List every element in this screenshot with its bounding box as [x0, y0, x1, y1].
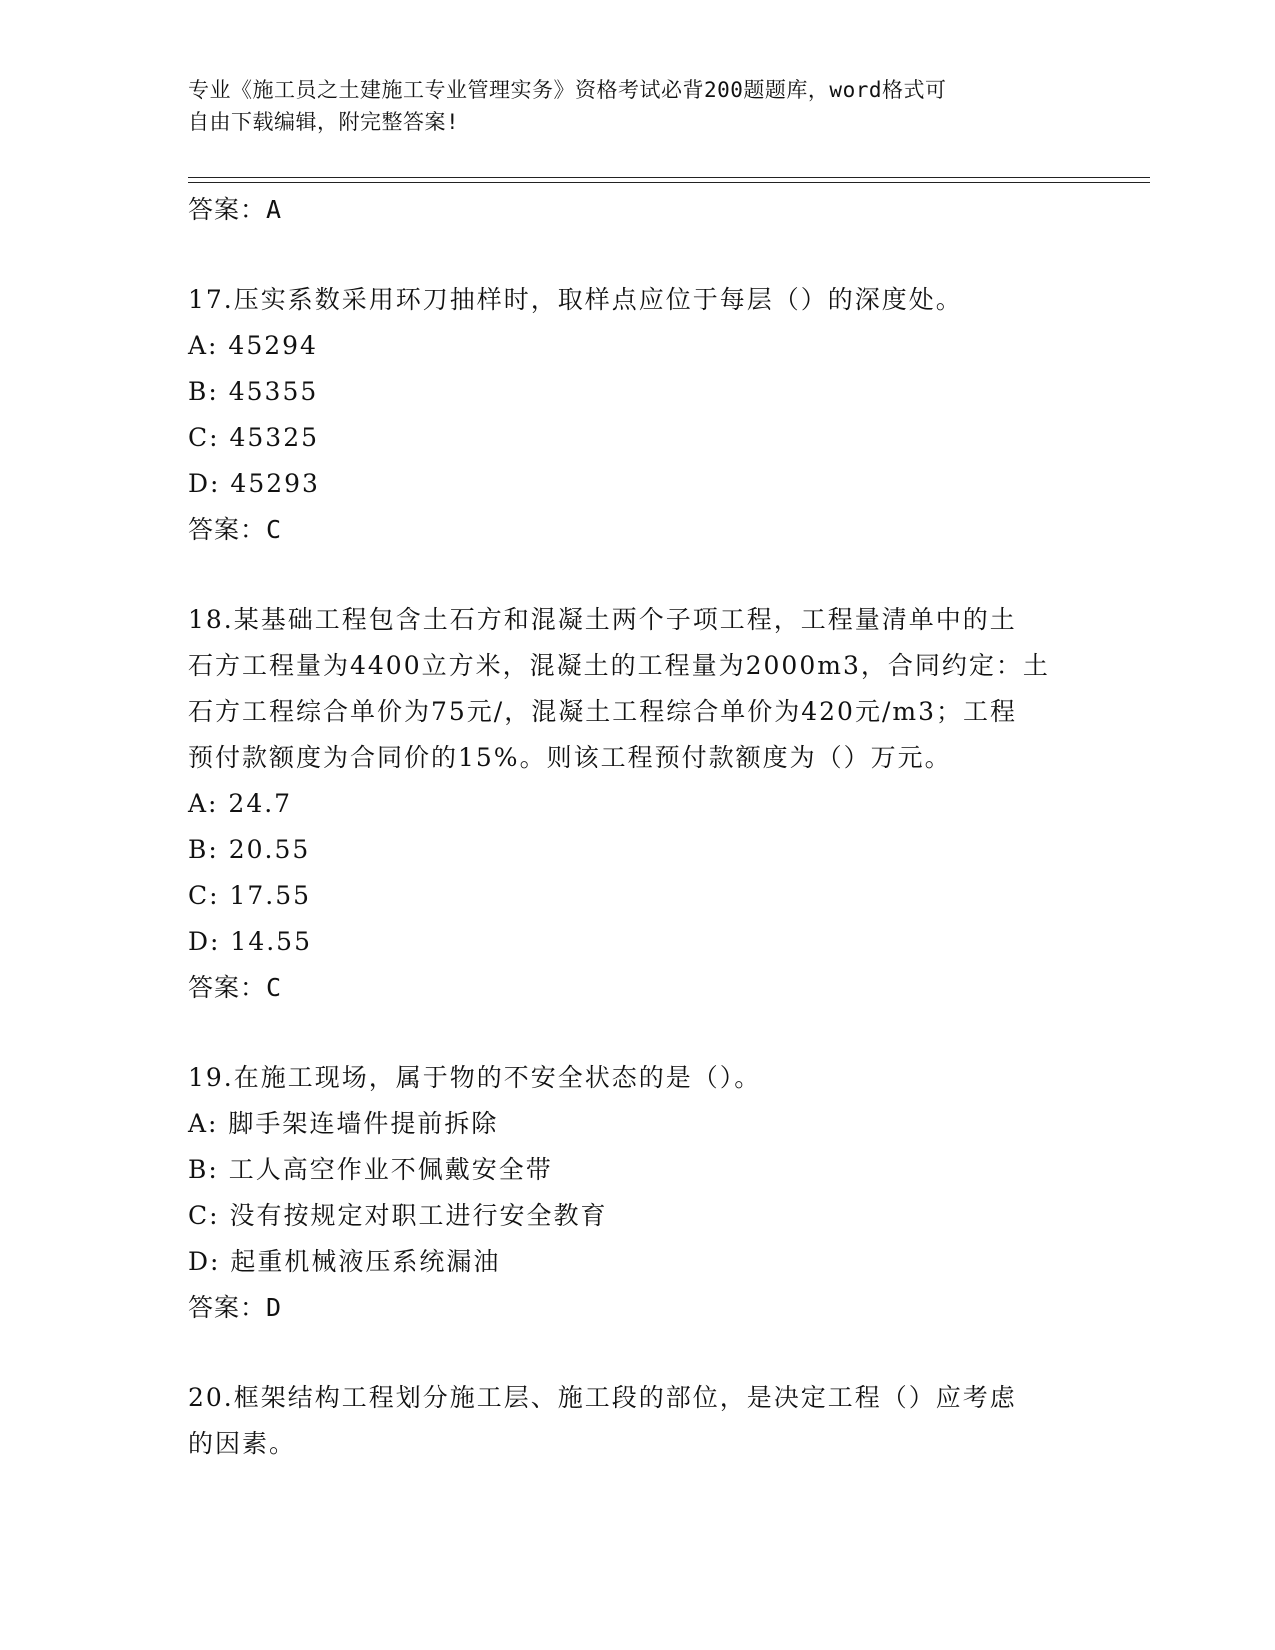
page-header — [188, 74, 1088, 138]
question-19 — [188, 1055, 1088, 1331]
question-list — [188, 187, 1088, 1467]
question-stem — [188, 277, 1088, 323]
header-line-1: 专业《施工员之土建施工专业管理实务》资格考试必背200题题库，word格式可 — [188, 78, 947, 102]
question-stem — [188, 597, 1088, 781]
answer-line: 答案：A — [188, 195, 283, 224]
question-stem — [188, 1055, 1088, 1101]
question-20 — [188, 1375, 1088, 1467]
stem-line: 预付款额度为合同价的15%。则该工程预付款额度为（）万元。 — [188, 743, 952, 772]
stem-line: 18.某基础工程包含土石方和混凝土两个子项工程，工程量清单中的土 — [188, 605, 1017, 634]
option-c: C: 17.55 — [188, 881, 312, 910]
stem-line: 石方工程量为4400立方米，混凝土的工程量为2000m3，合同约定：土 — [188, 651, 1050, 680]
option-d: D: 起重机械液压系统漏油 — [188, 1247, 501, 1276]
option-d: D: 14.55 — [188, 927, 312, 956]
option-a: A: 45294 — [188, 331, 318, 360]
stem-line: 石方工程综合单价为75元/，混凝土工程综合单价为420元/m3；工程 — [188, 697, 1017, 726]
question-18 — [188, 597, 1088, 1011]
stem-line: 19.在施工现场，属于物的不安全状态的是（）。 — [188, 1063, 762, 1092]
answer-line: 答案：C — [188, 973, 283, 1002]
stem-line: 17.压实系数采用环刀抽样时，取样点应位于每层（）的深度处。 — [188, 285, 963, 314]
stem-line: 20.框架结构工程划分施工层、施工段的部位，是决定工程（）应考虑 — [188, 1383, 1017, 1412]
header-line-2: 自由下载编辑，附完整答案! — [188, 110, 460, 134]
option-b: B: 45355 — [188, 377, 319, 406]
option-b: B: 20.55 — [188, 835, 311, 864]
header-rule-top — [188, 177, 1150, 178]
option-a: A: 24.7 — [188, 789, 293, 818]
stem-line: 的因素。 — [188, 1429, 297, 1458]
answer-line: 答案：C — [188, 515, 283, 544]
header-rule-bottom — [188, 182, 1150, 183]
option-b: B: 工人高空作业不佩戴安全带 — [188, 1155, 553, 1184]
option-a: A: 脚手架连墙件提前拆除 — [188, 1109, 499, 1138]
option-c: C: 45325 — [188, 423, 320, 452]
question-17 — [188, 277, 1088, 553]
option-d: D: 45293 — [188, 469, 320, 498]
question-stem — [188, 1375, 1088, 1467]
answer-line: 答案：D — [188, 1293, 283, 1322]
option-c: C: 没有按规定对职工进行安全教育 — [188, 1201, 608, 1230]
